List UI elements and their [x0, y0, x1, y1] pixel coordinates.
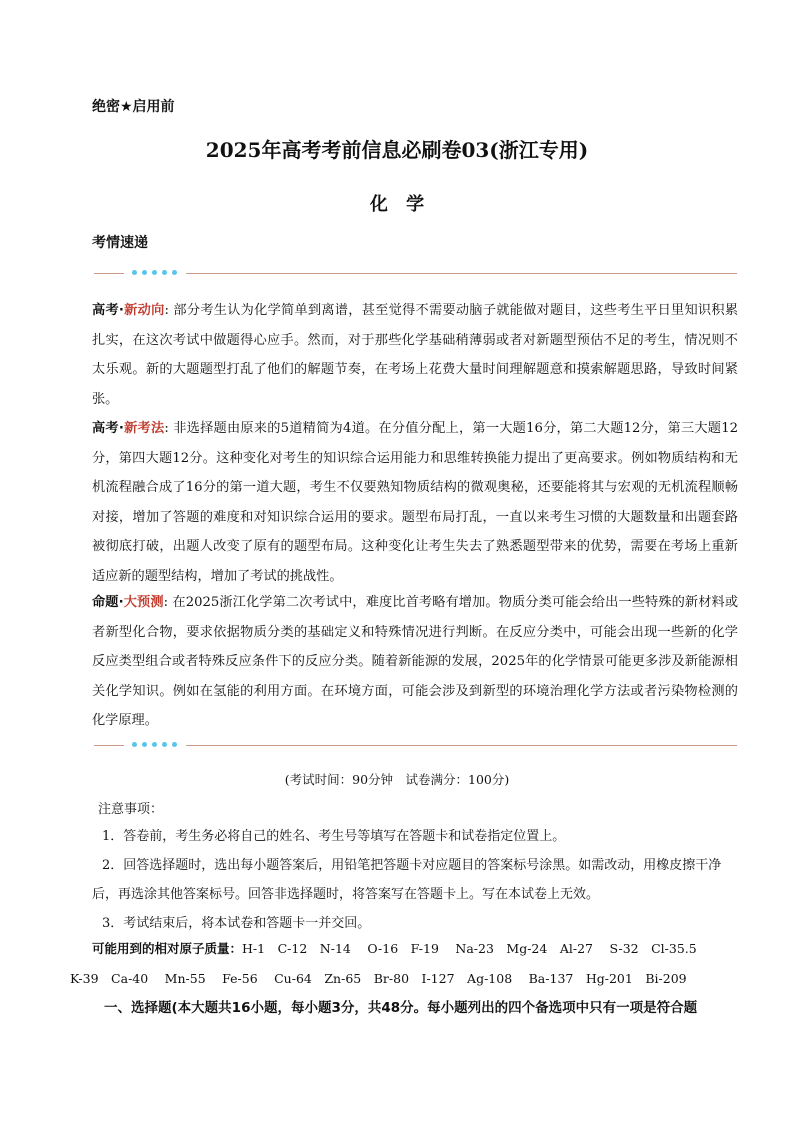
section-prediction [92, 588, 738, 736]
section-label: 高考· [92, 421, 124, 436]
atomic-masses-label: 可能用到的相对原子质量： [92, 941, 243, 956]
section-label: 高考· [92, 303, 124, 318]
divider-bottom [94, 738, 737, 752]
divider-top [94, 266, 737, 280]
atomic-masses-line-1 [92, 934, 752, 964]
subject-heading [0, 190, 794, 216]
section-highlight: 大预测 [123, 595, 164, 610]
atomic-masses-values-1: H-1 C-12 N-14 O-16 F-19 Na-23 Mg-24 Al-27 S-32 Cl-35.5 [242, 941, 697, 956]
section-highlight: 新考法 [123, 421, 165, 436]
section-highlight: 新动向 [123, 303, 165, 318]
note-item: 1．答卷前，考生务必将自己的姓名、考生号等填写在答题卡和试卷指定位置上。 [102, 829, 566, 844]
subject-char-1: 化 [369, 194, 388, 215]
section-text: : 非选择题由原来的5道精简为4道。在分值分配上，第一大题16分，第二大题12分，第三大题12分，第四大题12分。这种变化对考生的知识综合运用能力和思维转换能力提出了更高要求。例如物质结构和无机流程融合成了16分的第一道大题，考生不仅要熟知物质结构的微观奥秘，还要能将其与宏观的无机流程顺畅对接，增加了答题的难度和对知识综合运用的要求。题型布局打乱，一直以来考生习惯的大题数量和出题套路被彻底打破，出题人改变了原有的题型布局。这种变化让考生失去了熟悉题型带来的优势，需要在考场上重新适应新的题型结构，增加了考试的挑战性。 [92, 421, 738, 584]
section-new-method [92, 414, 738, 591]
note-item: 2．回答选择题时，选出每小题答案后，用铅笔把答题卡对应题目的答案标号涂黑。如需改动，用橡皮擦干净后，再选涂其他答案标号。回答非选择题时，将答案写在答题卡上。写在本试卷上无效。 [92, 858, 722, 902]
subject-char-2: 学 [406, 194, 425, 215]
confidential-label: 绝密★启用前 [92, 99, 175, 115]
section-title: 考情速递 [92, 235, 148, 251]
section-text: : 在2025浙江化学第二次考试中，难度比首考略有增加。物质分类可能会给出一些特殊的新材料或者新型化合物，要求依据物质分类的基础定义和特殊情况进行判断。在反应分类中，可能会出现一些新的化学反应类型组合或者特殊反应条件下的反应分类。随着新能源的发展，2025年的化学情景可能更多涉及新能源相关化学知识。例如在氢能的利用方面。在环境方面，可能会涉及到新型的环境治理化学方法或者污染物检测的化学原理。 [92, 595, 739, 728]
atomic-masses-line-2: K-39 Ca-40 Mn-55 Fe-56 Cu-64 Zn-65 Br-80 I-127 Ag-108 Ba-137 Hg-201 Bi-209 [70, 971, 687, 986]
question-section-heading: 一、选择题(本大题共16小题，每小题3分，共48分。每小题列出的四个备选项中只有一项是符合题 [104, 1000, 698, 1016]
section-label: 命题· [92, 595, 124, 610]
exam-title: 2025年高考考前信息必刷卷03(浙江专用) [205, 138, 589, 162]
exam-info: (考试时间：90分钟 试卷满分：100分) [284, 772, 510, 787]
section-text: : 部分考生认为化学简单到离谱，甚至觉得不需要动脑子就能做对题目，这些考生平日里知识积累扎实，在这次考试中做题得心应手。然而，对于那些化学基础稍薄弱或者对新题型预估不足的考生，情况则不太乐观。新的大题题型打乱了他们的解题节奏，在考场上花费大量时间理解题意和摸索解题思路，导致时间紧张。 [92, 303, 739, 407]
section-new-trend [92, 296, 738, 414]
note-item: 3．考试结束后，将本试卷和答题卡一并交回。 [102, 916, 371, 931]
notes-title: 注意事项： [98, 802, 164, 817]
